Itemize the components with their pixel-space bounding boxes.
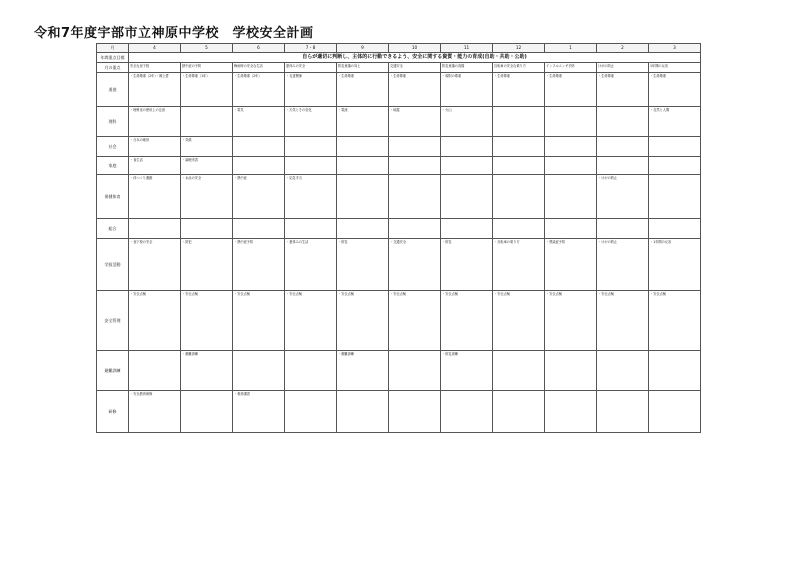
monthly-focus-cell: 梅雨時の安全な生活 (233, 63, 285, 73)
plan-cell: ・安全点検 (441, 291, 493, 351)
section-label: 道徳 (97, 73, 129, 107)
section-row (97, 239, 701, 291)
plan-cell: ・登下校の安全 (129, 239, 181, 291)
plan-cell (597, 137, 649, 157)
monthly-focus-cell: 交通安全 (389, 63, 441, 73)
plan-cell (441, 219, 493, 239)
plan-cell: ・感染症予防 (545, 239, 597, 291)
annual-goal-label: 年間重点目標 (97, 53, 129, 63)
month-header: 6 (233, 44, 285, 53)
section-row (97, 107, 701, 137)
plan-cell: ・防犯 (181, 239, 233, 291)
plan-cell: ・防災 (441, 239, 493, 291)
plan-cell: ・生命尊重（2年）・郷土愛 (129, 73, 181, 107)
plan-cell: ・安全点検 (649, 291, 701, 351)
month-header: 4 (129, 44, 181, 53)
section-row (97, 219, 701, 239)
plan-cell (285, 219, 337, 239)
month-row (97, 44, 701, 53)
plan-cell (129, 219, 181, 239)
plan-cell (493, 137, 545, 157)
section-row (97, 351, 701, 391)
plan-cell (545, 219, 597, 239)
month-header: 3 (649, 44, 701, 53)
monthly-focus-cell: インフルエンザ予防 (545, 63, 597, 73)
plan-cell (545, 137, 597, 157)
plan-cell (649, 137, 701, 157)
plan-cell: ・生命尊重 (649, 73, 701, 107)
plan-cell (337, 175, 389, 219)
plan-cell: ・安全点検 (597, 291, 649, 351)
plan-cell: ・友達関係 (285, 73, 337, 107)
plan-cell: ・交通安全 (389, 239, 441, 291)
plan-cell: ・規則の尊重 (441, 73, 493, 107)
plan-cell (389, 157, 441, 175)
monthly-focus-cell: 自転車の安全な乗り方 (493, 63, 545, 73)
plan-cell (545, 175, 597, 219)
monthly-focus-cell: 夏休みの安全 (285, 63, 337, 73)
plan-cell (389, 137, 441, 157)
monthly-focus-cell: 1年間の反省 (649, 63, 701, 73)
month-header: 1 (545, 44, 597, 53)
month-header: 7・8 (285, 44, 337, 53)
plan-cell (337, 391, 389, 433)
plan-cell: ・電流 (337, 107, 389, 137)
section-label: 学級活動 (97, 239, 129, 291)
plan-cell (233, 157, 285, 175)
section-label: 家庭 (97, 157, 129, 175)
plan-cell: ・日本の地形 (129, 137, 181, 157)
plan-cell: ・防災 (337, 239, 389, 291)
plan-cell (233, 219, 285, 239)
plan-cell (285, 137, 337, 157)
annual-goal-text: 自らが適切に判断し、主体的に行動できるよう、安全に関する資質・能力の育成(自助・共助・公助) (129, 53, 701, 63)
plan-cell: ・避難訓練 (181, 351, 233, 391)
plan-cell (337, 137, 389, 157)
plan-cell: ・避難訓練 (337, 351, 389, 391)
monthly-focus-cell: 安全な登下校 (129, 63, 181, 73)
section-row (97, 73, 701, 107)
monthly-focus-row (97, 63, 701, 73)
section-rows (97, 73, 701, 433)
plan-cell: ・けがの防止 (597, 239, 649, 291)
plan-cell: ・けがの防止 (597, 175, 649, 219)
plan-cell (493, 391, 545, 433)
month-header: 12 (493, 44, 545, 53)
plan-cell (337, 219, 389, 239)
plan-cell: ・安全点検 (545, 291, 597, 351)
section-row (97, 157, 701, 175)
monthly-focus-cell: けがの防止 (597, 63, 649, 73)
plan-cell (285, 157, 337, 175)
safety-plan-table (96, 43, 701, 433)
plan-cell: ・安全点検 (285, 291, 337, 351)
plan-cell: ・火山 (441, 107, 493, 137)
plan-cell (597, 157, 649, 175)
plan-cell (649, 391, 701, 433)
month-header: 11 (441, 44, 493, 53)
plan-cell: ・救命講習 (233, 391, 285, 433)
plan-cell: ・生命尊重（2年） (233, 73, 285, 107)
plan-cell: ・生命尊重 (545, 73, 597, 107)
monthly-focus-cell: 防災意識の高揚 (441, 63, 493, 73)
plan-cell: ・天気とその変化 (285, 107, 337, 137)
section-label: 安全管理 (97, 291, 129, 351)
plan-cell (597, 107, 649, 137)
plan-cell: ・安全点検 (389, 291, 441, 351)
plan-cell: ・安全点検 (337, 291, 389, 351)
monthly-focus-cell: 防災意識の向上 (337, 63, 389, 73)
plan-cell (545, 157, 597, 175)
plan-cell: ・熱中症 (233, 175, 285, 219)
plan-cell: ・生命尊重 (597, 73, 649, 107)
plan-cell (389, 391, 441, 433)
plan-cell: ・安全点検 (233, 291, 285, 351)
plan-cell: ・食生活 (129, 157, 181, 175)
plan-cell: ・理科室の使用上の注意 (129, 107, 181, 137)
plan-cell (389, 219, 441, 239)
plan-cell (545, 351, 597, 391)
plan-cell (649, 157, 701, 175)
plan-cell: ・1年間の反省 (649, 239, 701, 291)
plan-cell: ・安全点検 (493, 291, 545, 351)
annual-goal-row (97, 53, 701, 63)
section-label: 総合 (97, 219, 129, 239)
plan-cell: ・夏休みの生活 (285, 239, 337, 291)
plan-cell (389, 351, 441, 391)
section-label: 保健体育 (97, 175, 129, 219)
plan-cell (441, 175, 493, 219)
section-label: 研修 (97, 391, 129, 433)
plan-cell (597, 391, 649, 433)
plan-cell (441, 391, 493, 433)
section-row (97, 137, 701, 157)
plan-cell (649, 175, 701, 219)
plan-cell: ・安全点検 (129, 291, 181, 351)
plan-cell: ・応急手当 (285, 175, 337, 219)
plan-cell: ・生命尊重（1年） (181, 73, 233, 107)
section-row (97, 291, 701, 351)
month-header: 9 (337, 44, 389, 53)
plan-cell (337, 157, 389, 175)
month-header: 2 (597, 44, 649, 53)
plan-cell (597, 351, 649, 391)
section-row (97, 391, 701, 433)
plan-cell (493, 107, 545, 137)
section-label: 理科 (97, 107, 129, 137)
plan-cell (649, 351, 701, 391)
plan-cell (389, 175, 441, 219)
plan-cell (597, 219, 649, 239)
plan-cell (649, 219, 701, 239)
plan-cell: ・熱中症予防 (233, 239, 285, 291)
plan-cell: ・体つくり運動 (129, 175, 181, 219)
plan-cell: ・生命尊重 (389, 73, 441, 107)
plan-cell (233, 137, 285, 157)
plan-cell: ・自転車の乗り方 (493, 239, 545, 291)
plan-cell: ・生命尊重 (337, 73, 389, 107)
plan-cell: ・電気 (233, 107, 285, 137)
plan-cell: ・安全教育研修 (129, 391, 181, 433)
plan-cell: ・安全点検 (181, 291, 233, 351)
plan-cell: ・気候 (181, 137, 233, 157)
plan-cell: ・地震 (389, 107, 441, 137)
plan-cell (181, 107, 233, 137)
section-label: 避難訓練 (97, 351, 129, 391)
plan-cell (441, 137, 493, 157)
plan-cell (285, 391, 337, 433)
monthly-focus-label: 月の重点 (97, 63, 129, 73)
plan-cell (493, 351, 545, 391)
plan-cell: ・自然と人間 (649, 107, 701, 137)
page-title: 令和7年度宇部市立神原中学校 学校安全計画 (34, 26, 314, 41)
plan-cell (493, 219, 545, 239)
plan-cell (545, 107, 597, 137)
plan-cell (181, 219, 233, 239)
plan-cell (493, 157, 545, 175)
month-header: 5 (181, 44, 233, 53)
plan-cell: ・調理実習 (181, 157, 233, 175)
month-label: 月 (97, 44, 129, 53)
plan-cell: ・防災訓練 (441, 351, 493, 391)
plan-cell: ・生命尊重 (493, 73, 545, 107)
plan-cell (493, 175, 545, 219)
plan-cell (285, 351, 337, 391)
section-label: 社会 (97, 137, 129, 157)
plan-cell: ・水泳の安全 (181, 175, 233, 219)
plan-cell (233, 351, 285, 391)
section-row (97, 175, 701, 219)
plan-cell (441, 157, 493, 175)
month-header: 10 (389, 44, 441, 53)
plan-cell (181, 391, 233, 433)
monthly-focus-cell: 熱中症の予防 (181, 63, 233, 73)
plan-cell (129, 351, 181, 391)
plan-cell (545, 391, 597, 433)
